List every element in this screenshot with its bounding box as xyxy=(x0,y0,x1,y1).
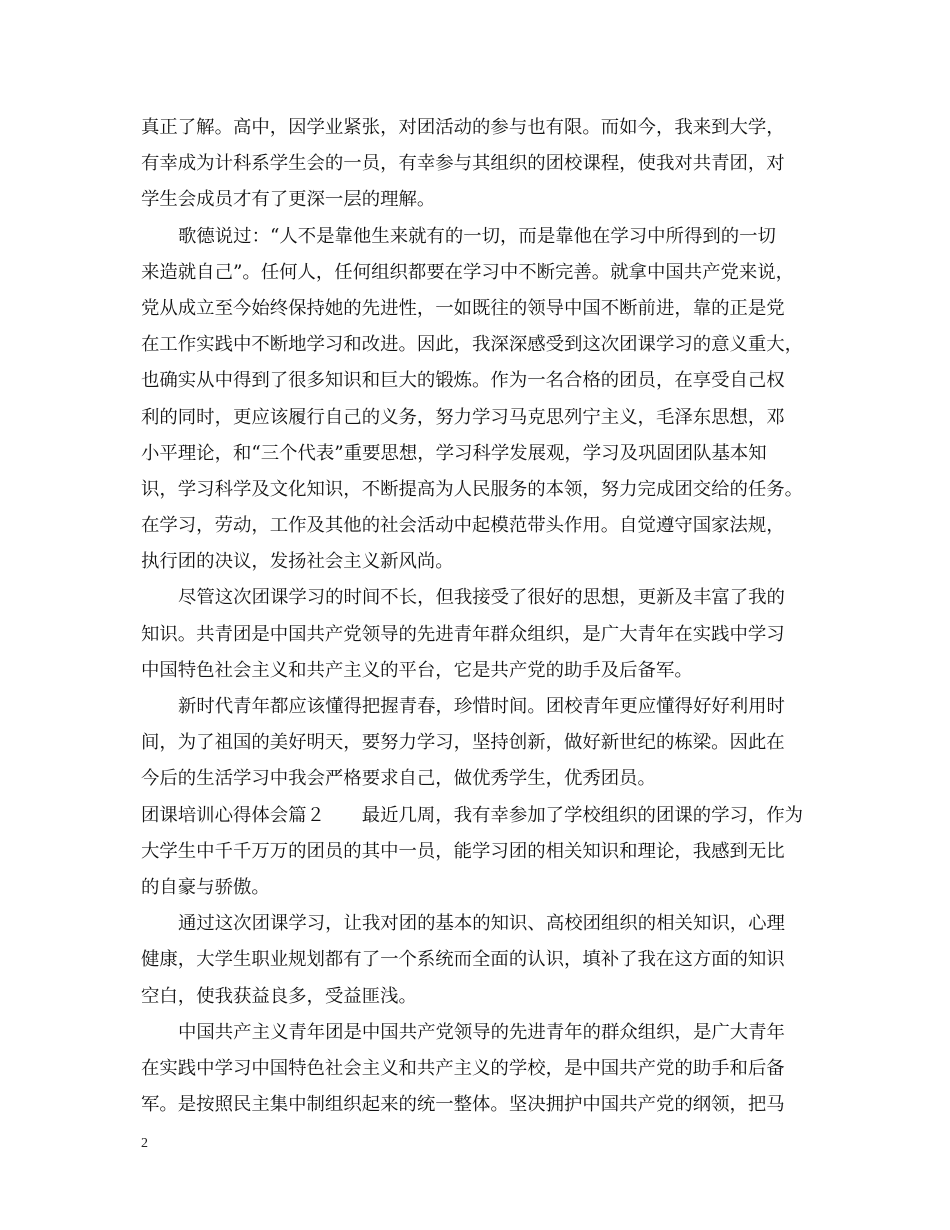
text-line: 大学生中千千万万的团员的其中一员，能学习团的相关知识和理论，我感到无比 xyxy=(141,840,785,862)
text-line: 利的同时，更应该履行自己的义务，努力学习马克思列宁主义，毛泽东思想，邓 xyxy=(141,406,785,428)
text-line: 空白，使我获益良多，受益匪浅。 xyxy=(141,985,417,1007)
text-line: 歌德说过：“人不是靠他生来就有的一切，而是靠他在学习中所得到的一切 xyxy=(178,225,776,247)
text-line: 党从成立至今始终保持她的先进性，一如既往的领导中国不断前进，靠的正是党 xyxy=(141,297,785,319)
text-line: 执行团的决议，发扬社会主义新风尚。 xyxy=(141,551,454,573)
text-line: 新时代青年都应该懂得把握青春，珍惜时间。团校青年更应懂得好好利用时 xyxy=(178,696,785,717)
text-line: 也确实从中得到了很多知识和巨大的锻炼。作为一名合格的团员，在享受自己权 xyxy=(141,370,785,392)
text-line: 的自豪与骄傲。 xyxy=(141,876,270,898)
text-line: 中国特色社会主义和共产主义的平台，它是共产党的助手及后备军。 xyxy=(141,659,693,681)
text-line: 来造就自己”。任何人，任何组织都要在学习中不断完善。就拿中国共产党来说， xyxy=(141,261,795,283)
text-line: 今后的生活学习中我会严格要求自己，做优秀学生，优秀团员。 xyxy=(141,768,656,790)
page-number: 2 xyxy=(141,1136,148,1151)
text-line: 间，为了祖国的美好明天，要努力学习，坚持创新，做好新世纪的栋梁。因此在 xyxy=(141,732,785,754)
text-line: 军。是按照民主集中制组织起来的统一整体。坚决拥护中国共产党的纲领，把马 xyxy=(141,1094,785,1116)
text-line: 在工作实践中不断地学习和改进。因此，我深深感受到这次团课学习的意义重大， xyxy=(141,334,804,356)
text-line: 健康，大学生职业规划都有了一个系统而全面的认识，填补了我在这方面的知识 xyxy=(141,949,785,971)
text-line: 真正了解。高中，因学业紧张，对团活动的参与也有限。而如今，我来到大学， xyxy=(141,117,785,138)
text-line: 通过这次团课学习，让我对团的基本的知识、高校团组织的相关知识，心理 xyxy=(178,913,785,935)
text-line: 小平理论，和“三个代表”重要思想，学习科学发展观，学习及巩固团队基本知 xyxy=(141,442,767,464)
text-line: 中国共产主义青年团是中国共产党领导的先进青年的群众组织，是广大青年 xyxy=(178,1021,785,1043)
text-line: 在实践中学习中国特色社会主义和共产主义的学校，是中国共产党的助手和后备 xyxy=(141,1057,785,1079)
text-line: 在学习，劳动，工作及其他的社会活动中起模范带头作用。自觉遵守国家法规， xyxy=(141,515,785,537)
text-line: 学生会成员才有了更深一层的理解。 xyxy=(141,189,436,211)
text-line: 识，学习科学及文化知识，不断提高为人民服务的本领，努力完成团交给的任务。 xyxy=(141,478,804,500)
text-line: 有幸成为计科系学生会的一员，有幸参与其组织的团校课程，使我对共青团，对 xyxy=(141,153,785,175)
text-line: 知识。共青团是中国共产党领导的先进青年群众组织，是广大青年在实践中学习 xyxy=(141,623,785,645)
text-line: 团课培训心得体会篇２ 最近几周，我有幸参加了学校组织的团课的学习，作为 xyxy=(141,804,804,826)
document-body-text xyxy=(141,110,821,1123)
text-line: 尽管这次团课学习的时间不长，但我接受了很好的思想，更新及丰富了我的 xyxy=(178,587,785,609)
